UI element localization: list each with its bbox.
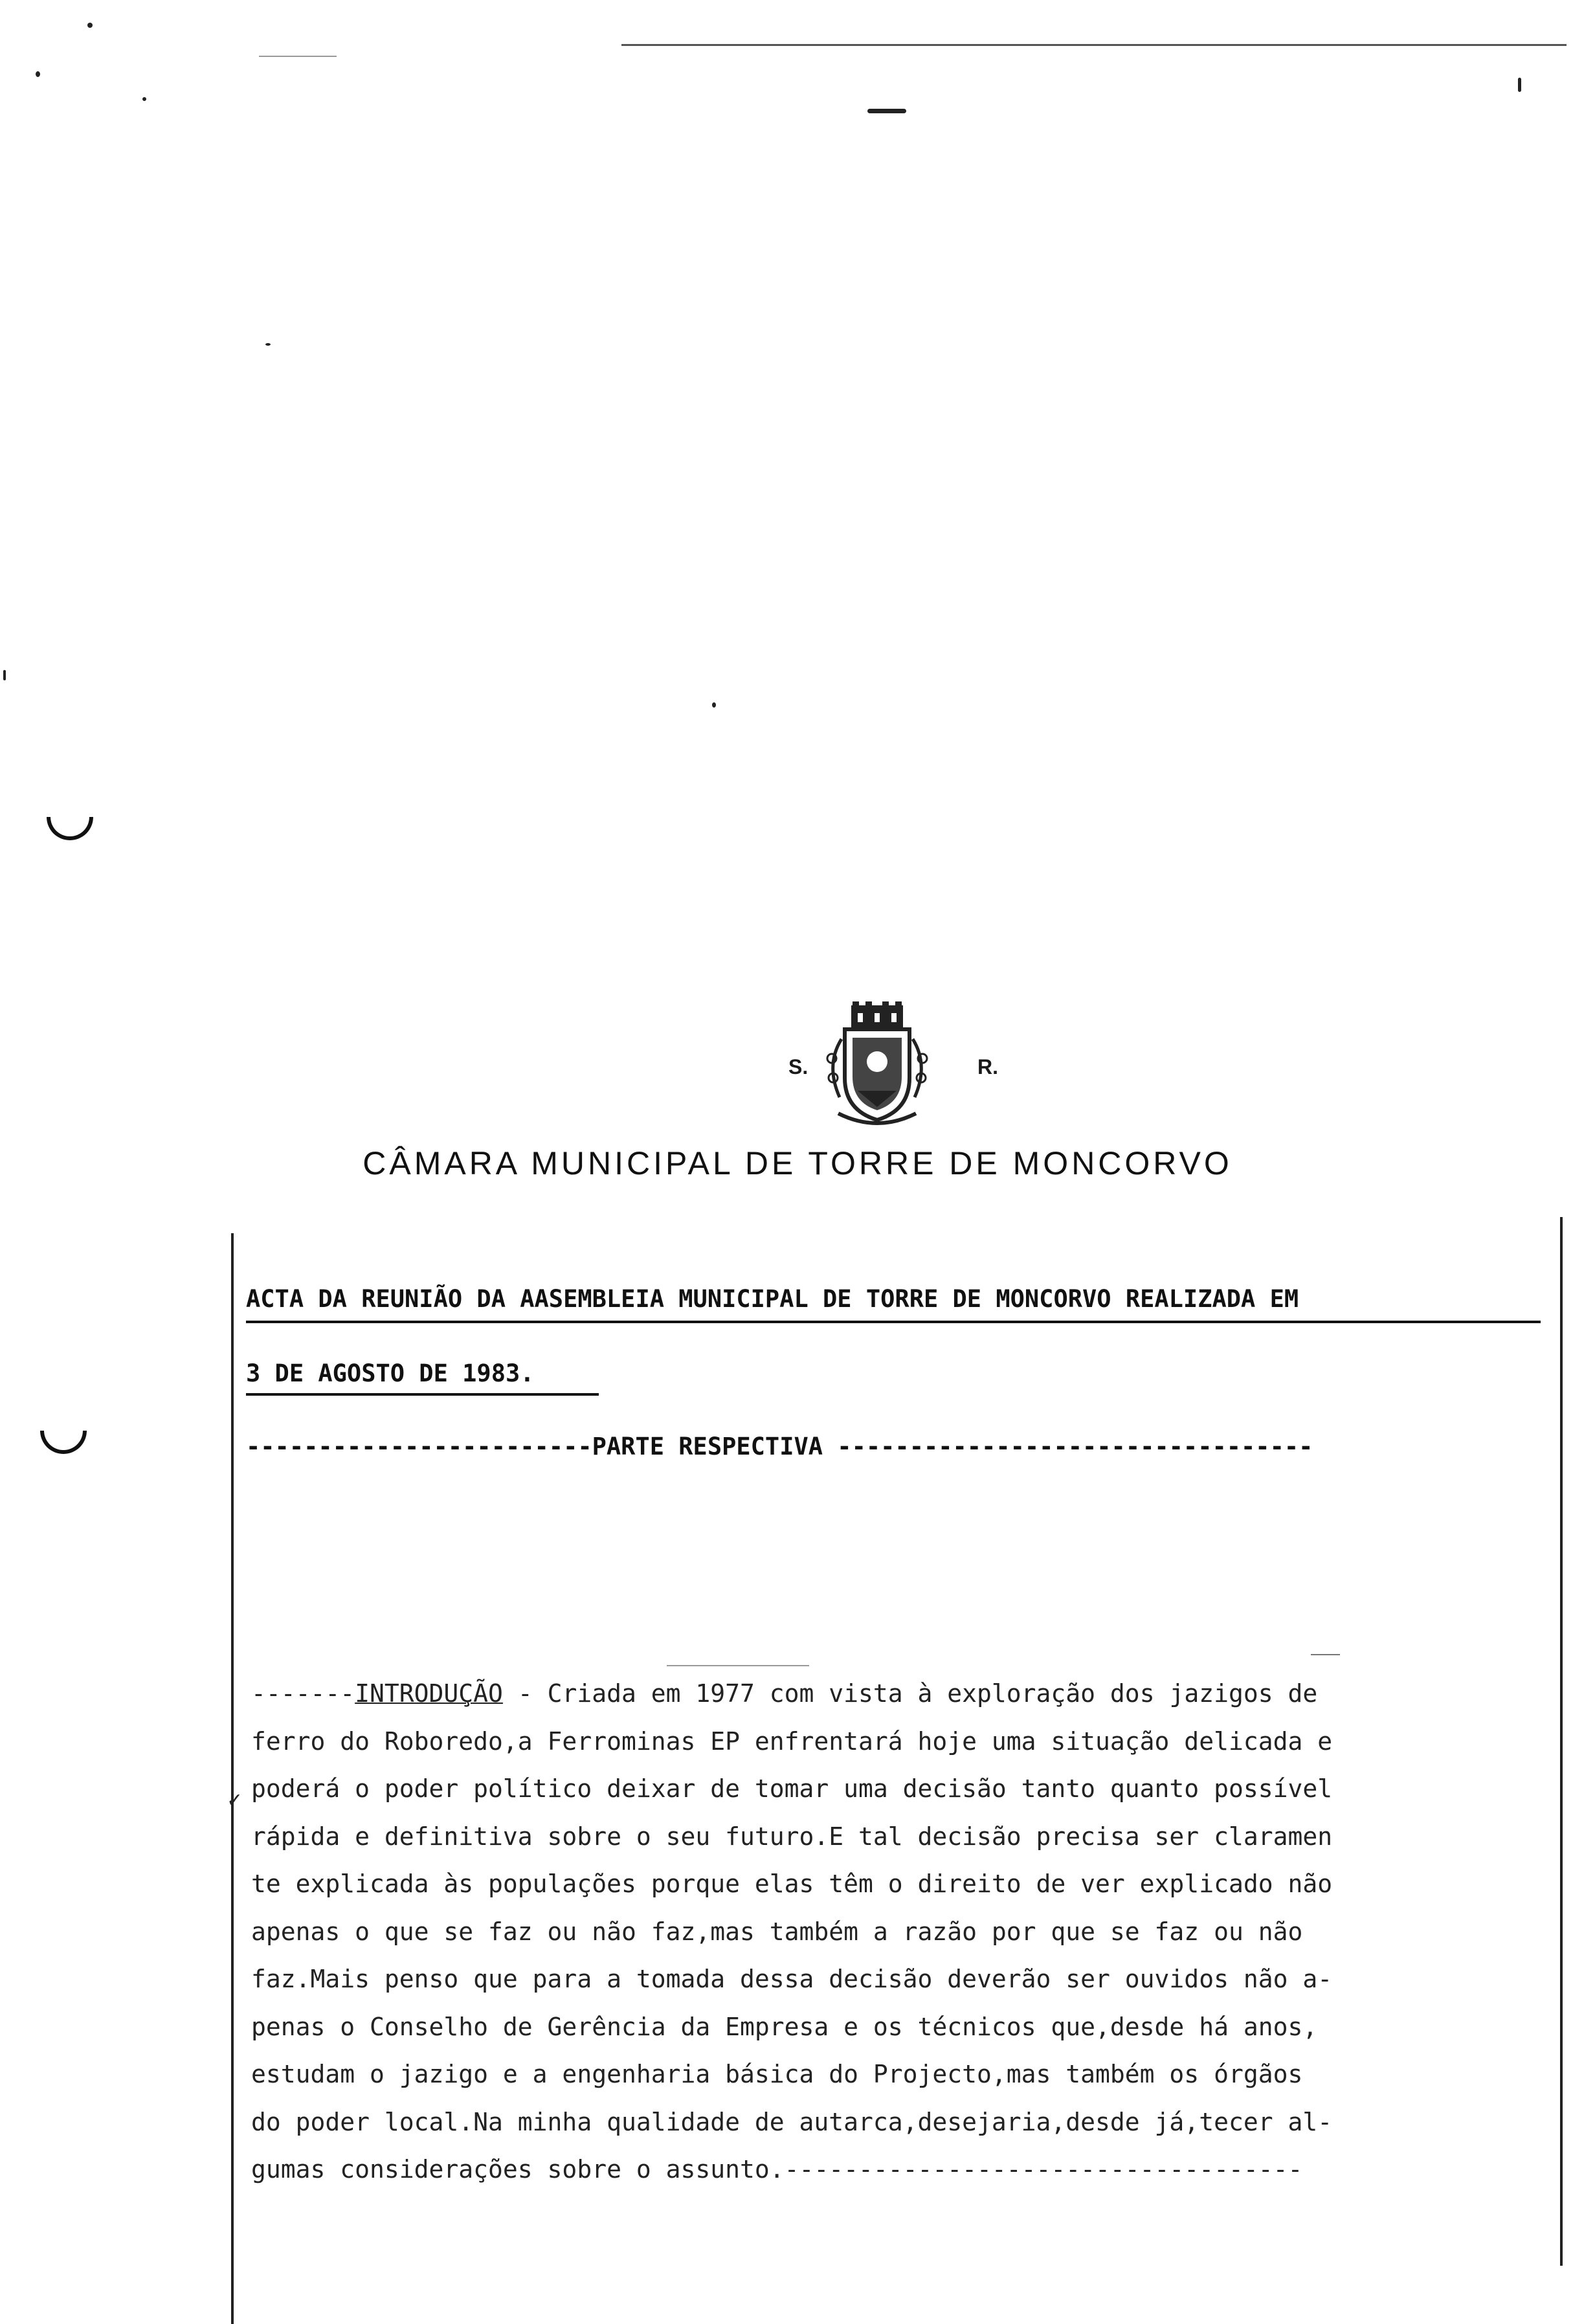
margin-check-mark: ✓ — [228, 1787, 241, 1813]
body-line-9: estudam o jazigo e a engenharia básica do Projecto,mas também os órgãos — [251, 2060, 1303, 2088]
intro-prefix: ------- — [251, 1679, 355, 1708]
punch-hole-bottom — [40, 1431, 87, 1454]
body-line-4: rápida e definitiva sobre o seu futuro.E tal decisão precisa ser claramen — [251, 1822, 1333, 1851]
body-line-1-text: - Criada em 1977 com vista à exploração dos jazigos de — [502, 1679, 1318, 1708]
body-line-10: do poder local.Na minha qualidade de autarca,desejaria,desde já,tecer al- — [251, 2107, 1333, 2136]
punch-hole-top — [47, 817, 93, 840]
body-line-8: penas o Conselho de Gerência da Empresa e os técnicos que,desde há anos, — [251, 2012, 1318, 2041]
scan-faint-line — [1311, 1654, 1340, 1655]
scan-speck — [142, 97, 146, 101]
body-line-5: te explicada às populações porque elas têm o direito de ver explicado não — [251, 1870, 1333, 1898]
minutes-heading-line-2: 3 DE AGOSTO DE 1983. — [246, 1359, 535, 1387]
coat-of-arms-icon — [793, 1000, 961, 1130]
heading-underline-1 — [246, 1321, 1541, 1323]
section-heading-parte-respectiva: ------------------------PARTE RESPECTIVA --------------------------------- — [246, 1433, 1313, 1460]
body-line-3: poderá o poder político deixar de tomar uma decisão tanto quanto possível — [251, 1774, 1333, 1803]
body-line-2: ferro do Roboredo,a Ferrominas EP enfrentará hoje uma situação delicada e — [251, 1726, 1333, 1756]
scan-faint-line — [667, 1665, 809, 1666]
scan-speck — [3, 670, 6, 680]
scan-speck — [36, 71, 40, 77]
frame-right-border — [1560, 1217, 1563, 2266]
body-line-6: apenas o que se faz ou não faz,mas também a razão por que se faz ou não — [251, 1917, 1303, 1946]
letterhead-left-initial: S. — [788, 1055, 809, 1078]
intro-label: INTRODUÇÃO — [355, 1679, 503, 1708]
minutes-body — [251, 1670, 1552, 2194]
scan-speck — [265, 343, 271, 346]
scan-top-line-short — [259, 56, 337, 57]
minutes-heading-line-1: ACTA DA REUNIÃO DA AASEMBLEIA MUNICIPAL DE TORRE DE MONCORVO REALIZADA EM — [246, 1285, 1299, 1313]
organization-title: CÂMARA MUNICIPAL DE TORRE DE MONCORVO — [362, 1145, 1232, 1181]
body-line-7: faz.Mais penso que para a tomada dessa decisão deverão ser ouvidos não a- — [251, 1965, 1333, 1993]
scan-speck — [87, 23, 93, 28]
heading-underline-2 — [246, 1393, 599, 1396]
scan-speck — [712, 702, 716, 708]
scan-speck — [1518, 78, 1521, 92]
scan-speck — [867, 109, 906, 113]
letterhead-right-initial: R. — [977, 1055, 998, 1078]
frame-left-border — [231, 1233, 234, 2324]
body-line-11: gumas considerações sobre o assunto.----------------------------------- — [251, 2155, 1303, 2184]
body-line-1 — [251, 1670, 1552, 1718]
scan-top-line — [621, 44, 1567, 46]
